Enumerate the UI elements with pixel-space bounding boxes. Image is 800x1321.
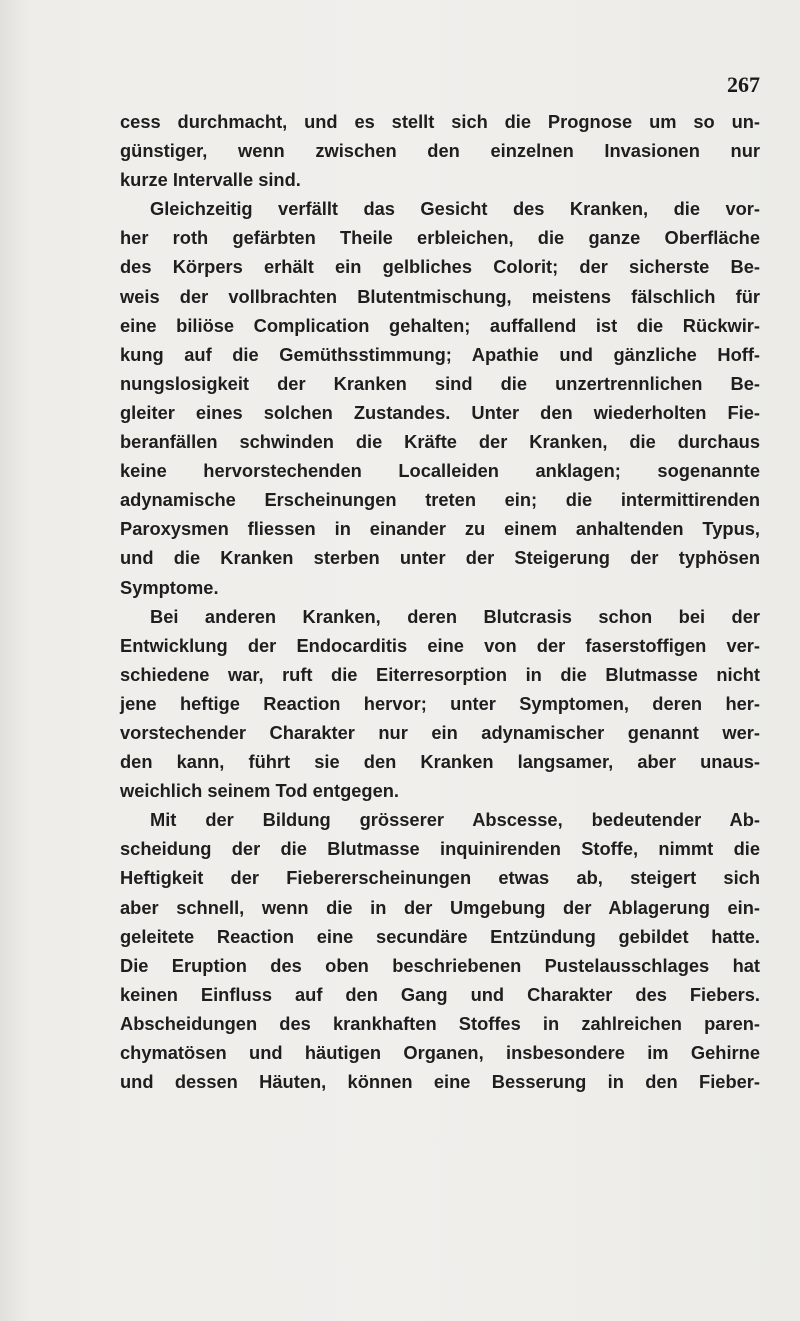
text-line: Entwicklung der Endocarditis eine von der faserstoffigen ver-	[120, 634, 760, 656]
text-line: keinen Einfluss auf den Gang und Charakter des Fiebers.	[120, 983, 760, 1005]
text-line: keine hervorstechenden Localleiden anklagen; sogenannte	[120, 460, 760, 482]
text-line: Mit der Bildung grösserer Abscesse, bedeutender Ab-	[150, 809, 760, 831]
text-line: chymatösen und häutigen Organen, insbesondere im Gehirne	[120, 1042, 760, 1063]
text-line: her roth gefärbten Theile erbleichen, die ganze Oberfläche	[120, 227, 760, 249]
text-line: und dessen Häuten, können eine Besserung in den Fieber-	[120, 1071, 760, 1093]
text-line: jene heftige Reaction hervor; unter Symptomen, deren her-	[120, 692, 760, 714]
text-line: scheidung der die Blutmasse inquinirenden Stoffe, nimmt die	[120, 838, 760, 860]
body-text	[120, 107, 760, 1096]
text-line: günstiger, wenn zwischen den einzelnen Invasionen nur	[120, 140, 760, 162]
text-line: Symptome.	[120, 576, 219, 598]
text-line: Bei anderen Kranken, deren Blutcrasis schon bei der	[150, 605, 760, 627]
text-line: und die Kranken sterben unter der Steigerung der typhösen	[120, 547, 760, 569]
text-line: weis der vollbrachten Blutentmischung, meistens fälschlich für	[120, 285, 760, 307]
text-line: Heftigkeit der Fiebererscheinungen etwas ab, steigert sich	[120, 867, 760, 889]
text-line: weichlich seinem Tod entgegen.	[120, 780, 400, 802]
text-line: kung auf die Gemüthsstimmung; Apathie und gänzliche Hoff-	[120, 343, 760, 365]
page-number: 267	[727, 72, 760, 97]
text-line: geleitete Reaction eine secundäre Entzündung gebildet hatte.	[120, 925, 760, 947]
text-line: nungslosigkeit der Kranken sind die unzertrennlichen Be-	[120, 372, 760, 394]
text-line: cess durchmacht, und es stellt sich die Prognose um so un-	[120, 111, 760, 132]
text-line: gleiter eines solchen Zustandes. Unter den wiederholten Fie-	[120, 401, 760, 423]
text-line: adynamische Erscheinungen treten ein; die intermittirenden	[120, 489, 760, 511]
text-line: Abscheidungen des krankhaften Stoffes in zahlreichen paren-	[120, 1012, 760, 1034]
text-line: aber schnell, wenn die in der Umgebung der Ablagerung ein-	[120, 896, 760, 918]
text-line: schiedene war, ruft die Eiterresorption in die Blutmasse nicht	[120, 663, 760, 685]
text-line: beranfällen schwinden die Kräfte der Kranken, die durchaus	[120, 431, 760, 453]
text-line: vorstechender Charakter nur ein adynamischer genannt wer-	[120, 721, 760, 743]
text-line: des Körpers erhält ein gelbliches Colorit; der sicherste Be-	[120, 256, 760, 278]
text-line: den kann, führt sie den Kranken langsamer, aber unaus-	[120, 751, 760, 773]
text-line: Die Eruption des oben beschriebenen Pustelausschlages hat	[120, 954, 760, 976]
text-line: Paroxysmen fliessen in einander zu einem anhaltenden Typus,	[120, 518, 760, 540]
text-line: eine biliöse Complication gehalten; auffallend ist die Rückwir-	[120, 314, 760, 336]
text-line: Gleichzeitig verfällt das Gesicht des Kranken, die vor-	[150, 198, 760, 220]
text-line: kurze Intervalle sind.	[120, 169, 301, 191]
